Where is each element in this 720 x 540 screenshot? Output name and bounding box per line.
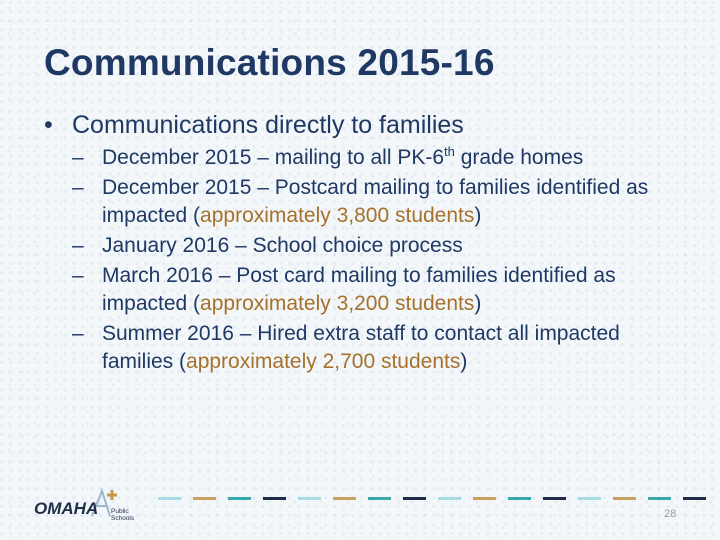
sub-item-5-text-end: )	[460, 350, 468, 373]
decorative-dash	[228, 497, 251, 500]
bullet-text: Communications directly to families	[72, 111, 464, 139]
dash-icon: –	[72, 322, 84, 345]
logo-wordmark: OMAHA	[34, 499, 99, 518]
sub-item-4-highlight: approximately 3,200 students	[200, 292, 475, 315]
sub-item-3-text: January 2016 – School choice process	[102, 234, 463, 257]
decorative-dash	[543, 497, 566, 500]
sub-item-3	[44, 232, 684, 260]
decorative-dash	[508, 497, 531, 500]
bullet-icon: •	[44, 111, 53, 139]
sub-item-2-highlight: approximately 3,800 students	[200, 204, 475, 227]
sub-item-4-text-end: )	[474, 292, 482, 315]
logo-line-1: Public	[111, 508, 129, 515]
slide-title: Communications 2015-16	[44, 42, 495, 83]
decorative-dash	[683, 497, 706, 500]
decorative-dash	[368, 497, 391, 500]
dash-icon: –	[72, 146, 84, 169]
sub-item-2-text-end: )	[474, 204, 482, 227]
sub-item-5	[44, 320, 684, 376]
sub-item-5-text: Summer 2016 – Hired extra staff to contact all impacted families (	[102, 322, 620, 373]
logo-graphic	[32, 486, 147, 528]
dash-icon: –	[72, 264, 84, 287]
decorative-dash-row	[158, 497, 706, 500]
sub-item-1-text: December 2015 – mailing to all PK-6	[102, 146, 445, 169]
sub-item-5-highlight: approximately 2,700 students	[186, 350, 461, 373]
decorative-dash	[263, 497, 286, 500]
slide-content	[44, 108, 684, 376]
sub-item-2	[44, 174, 684, 230]
sub-item-1	[44, 144, 684, 172]
bullet-item	[44, 108, 684, 142]
decorative-dash	[438, 497, 461, 500]
decorative-dash	[613, 497, 636, 500]
logo-line-2: Schools	[111, 515, 135, 522]
sub-item-1-text-end: grade homes	[454, 146, 584, 169]
logo-plus-icon	[107, 490, 117, 500]
decorative-dash	[473, 497, 496, 500]
decorative-dash	[648, 497, 671, 500]
sub-item-4-text: March 2016 – Post card mailing to families identified as impacted (	[102, 264, 616, 315]
decorative-dash	[403, 497, 426, 500]
decorative-dash	[193, 497, 216, 500]
omaha-public-schools-logo	[32, 486, 147, 528]
decorative-dash	[158, 497, 181, 500]
dash-icon: –	[72, 176, 84, 199]
sub-item-2-text: December 2015 – Postcard mailing to families identified as impacted (	[102, 176, 649, 227]
decorative-dash	[578, 497, 601, 500]
dash-icon: –	[72, 234, 84, 257]
sub-item-1-superscript: th	[444, 144, 455, 159]
decorative-dash	[298, 497, 321, 500]
sub-item-4	[44, 262, 684, 318]
page-number: 28	[664, 508, 677, 520]
decorative-dash	[333, 497, 356, 500]
